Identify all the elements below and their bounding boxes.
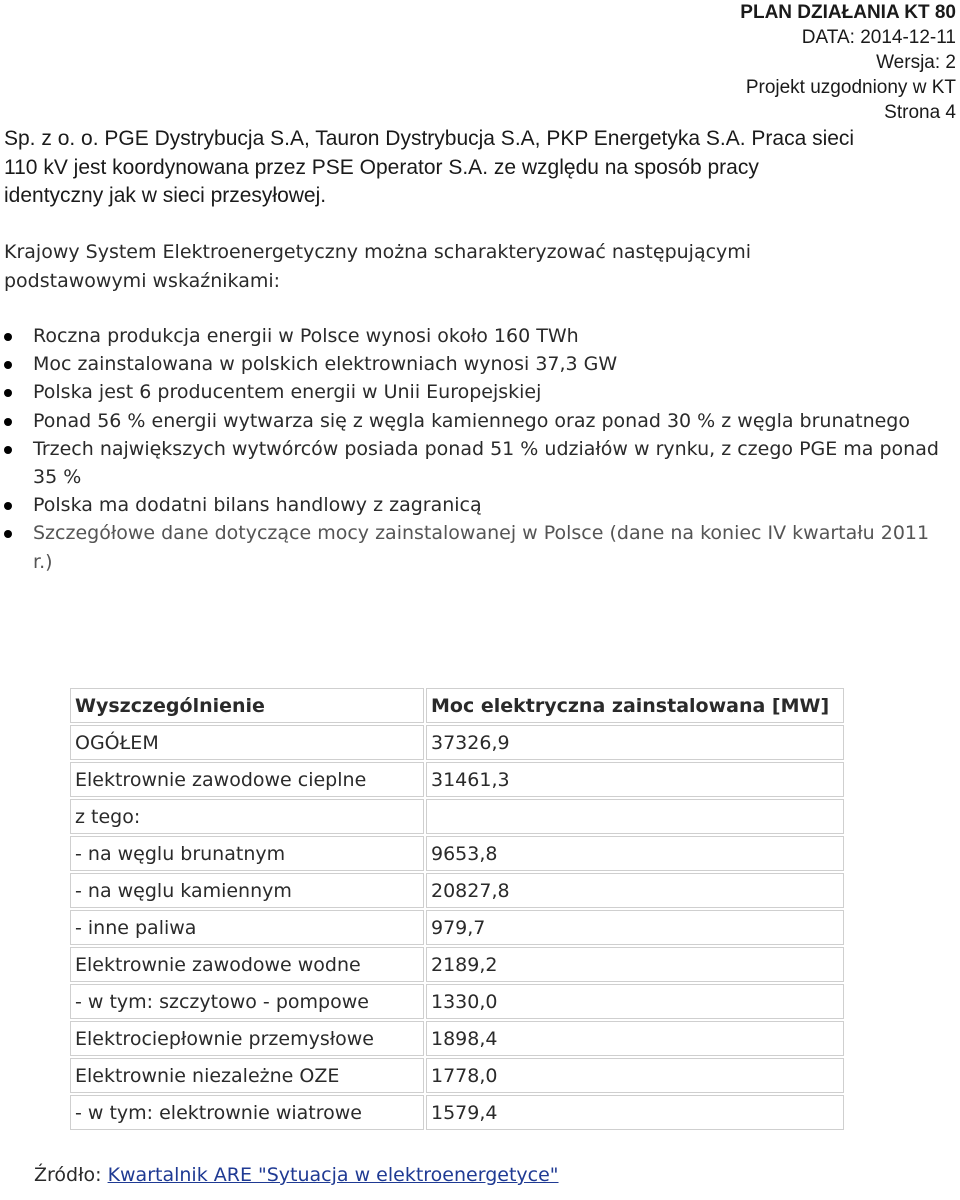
list-item: Ponad 56 % energii wytwarza się z węgla kamiennego oraz ponad 30 % z węgla brunatnego	[0, 407, 940, 435]
list-item: Moc zainstalowana w polskich elektrowniach wynosi 37,3 GW	[0, 350, 940, 378]
table-cell: 1898,4	[426, 1021, 844, 1056]
table-cell: 9653,8	[426, 836, 844, 871]
paragraph-line: Sp. z o. o. PGE Dystrybucja S.A, Tauron Dystrybucja S.A, PKP Energetyka S.A. Praca sieci	[4, 127, 855, 150]
capacity-table	[68, 686, 846, 1132]
table-cell: Elektrociepłownie przemysłowe	[70, 1021, 424, 1056]
table-row	[70, 984, 844, 1019]
table-cell: 20827,8	[426, 873, 844, 908]
list-item: Roczna produkcja energii w Polsce wynosi około 160 TWh	[0, 322, 940, 350]
table-row	[70, 1021, 844, 1056]
document-version: Wersja: 2	[876, 52, 956, 73]
table-cell	[426, 799, 844, 834]
table-row	[70, 1058, 844, 1093]
table-cell: Elektrownie zawodowe wodne	[70, 947, 424, 982]
paragraph-line: identyczny jak w sieci przesyłowej.	[4, 184, 327, 207]
list-item: Szczegółowe dane dotyczące mocy zainstalowanej w Polsce (dane na koniec IV kwartału 2011 r.)	[0, 519, 940, 575]
table-row	[70, 725, 844, 760]
table-cell: Elektrownie niezależne OZE	[70, 1058, 424, 1093]
table-cell: z tego:	[70, 799, 424, 834]
table-cell: 1579,4	[426, 1095, 844, 1130]
table-row	[70, 1095, 844, 1130]
list-item: Trzech największych wytwórców posiada ponad 51 % udziałów w rynku, z czego PGE ma ponad 35 %	[0, 435, 940, 491]
table-row	[70, 947, 844, 982]
table-cell: 1778,0	[426, 1058, 844, 1093]
table-cell: - na węglu brunatnym	[70, 836, 424, 871]
table-row	[70, 873, 844, 908]
table-row	[70, 910, 844, 945]
table-cell: Elektrownie zawodowe cieplne	[70, 762, 424, 797]
document-title: PLAN DZIAŁANIA KT 80	[740, 2, 956, 23]
column-header: Moc elektryczna zainstalowana [MW]	[426, 688, 844, 723]
source-note	[34, 1164, 559, 1186]
table-row	[70, 762, 844, 797]
document-date: DATA: 2014-12-11	[801, 27, 956, 48]
document-header	[740, 0, 956, 125]
table-row	[70, 799, 844, 834]
column-header: Wyszczególnienie	[70, 688, 424, 723]
table-header-row	[70, 688, 844, 723]
table-cell: - na węglu kamiennym	[70, 873, 424, 908]
source-link[interactable]: Kwartalnik ARE "Sytuacja w elektroenergetyce"	[107, 1164, 559, 1186]
table-cell: 979,7	[426, 910, 844, 945]
table-cell: 37326,9	[426, 725, 844, 760]
indicator-list	[0, 322, 940, 576]
table-row	[70, 836, 844, 871]
list-item: Polska jest 6 producentem energii w Unii Europejskiej	[0, 378, 940, 406]
table-cell: 2189,2	[426, 947, 844, 982]
table-cell: - inne paliwa	[70, 910, 424, 945]
table-cell: 31461,3	[426, 762, 844, 797]
paragraph-line: podstawowymi wskaźnikami:	[4, 270, 281, 292]
kse-paragraph	[4, 238, 934, 296]
paragraph-line: Krajowy System Elektroenergetyczny można scharakteryzować następującymi	[4, 241, 752, 263]
table-cell: - w tym: szczytowo - pompowe	[70, 984, 424, 1019]
intro-paragraph	[4, 125, 954, 211]
document-status: Projekt uzgodniony w KT	[745, 77, 956, 98]
table-cell: - w tym: elektrownie wiatrowe	[70, 1095, 424, 1130]
table-cell: 1330,0	[426, 984, 844, 1019]
source-label: Źródło:	[34, 1164, 108, 1186]
table-cell: OGÓŁEM	[70, 725, 424, 760]
list-item: Polska ma dodatni bilans handlowy z zagranicą	[0, 491, 940, 519]
page-number: Strona 4	[884, 102, 956, 123]
paragraph-line: 110 kV jest koordynowana przez PSE Operator S.A. ze względu na sposób pracy	[4, 155, 759, 179]
